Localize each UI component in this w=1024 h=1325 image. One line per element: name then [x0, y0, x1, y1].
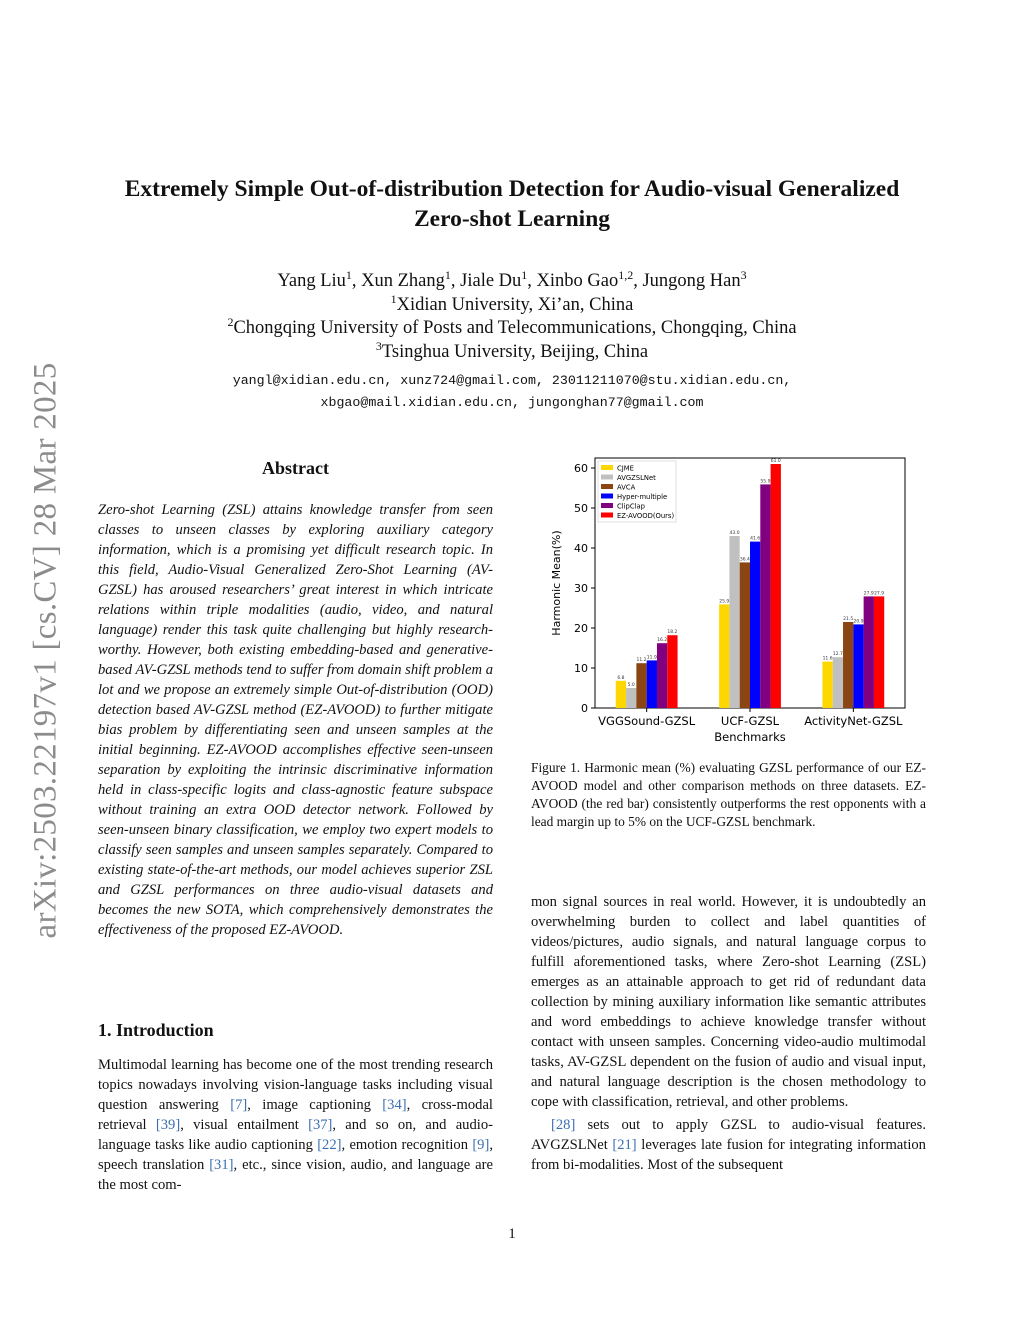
- legend-swatch: [601, 465, 613, 470]
- legend-label: AVGZSLNet: [617, 474, 656, 482]
- legend-label: CJME: [617, 464, 634, 473]
- y-tick-label: 50: [574, 502, 588, 515]
- figure-caption: Figure 1. Harmonic mean (%) evaluating GZSL performance of our EZ-AVOOD model and other comparison methods on three datasets. EZ-AVOOD (the red bar) consistently outperforms the rest opponents with a lead margin up to 5% on the UCF-GZSL benchmark.: [531, 760, 926, 829]
- page-number: 1: [508, 1226, 516, 1242]
- author-name: Jungong Han: [642, 271, 741, 291]
- bar: [853, 624, 863, 708]
- x-tick-label: UCF-GZSL: [720, 714, 780, 728]
- bar: [740, 562, 750, 708]
- legend-label: AVCA: [617, 483, 636, 492]
- bar-data-label: 11.6: [822, 656, 833, 662]
- y-axis-label: Harmonic Mean(%): [550, 530, 563, 636]
- bar-data-label: 20.9: [853, 619, 864, 625]
- citation-link[interactable]: [37]: [308, 1117, 333, 1133]
- affiliation-2: $^2$Chongqing University of Posts and Telecommunications, Chongqing, China: [227, 314, 797, 338]
- citation-link[interactable]: [34]: [382, 1097, 407, 1113]
- legend-swatch: [601, 494, 613, 499]
- legend-label: EZ-AVOOD(Ours): [617, 512, 675, 520]
- bar-data-label: 11.2: [636, 658, 647, 664]
- y-tick-label: 20: [574, 622, 588, 635]
- x-axis-label: Benchmarks: [714, 730, 786, 744]
- bar: [822, 662, 832, 708]
- bar-data-label: 27.9: [874, 591, 885, 597]
- bar-data-label: 5.0: [627, 683, 635, 688]
- bar: [864, 596, 874, 708]
- bar: [636, 663, 646, 708]
- author-sup: 1,2: [618, 267, 634, 282]
- y-tick-label: 30: [574, 582, 588, 595]
- author-name: Xinbo Gao: [536, 271, 619, 291]
- author-emails: [100, 370, 924, 414]
- y-tick-label: 60: [574, 462, 588, 475]
- bar-data-label: 27.9: [863, 591, 874, 597]
- bar: [647, 660, 657, 708]
- abstract-heading: Abstract: [262, 458, 329, 478]
- bar-data-label: 41.6: [750, 536, 761, 542]
- intro-paragraph: mon signal sources in real world. However, it is undoubtedly an overwhelming burden to collect and label quantities of videos/pictures, audio signals, and natural language corpus to fulfill aforementioned tasks, where Zero-shot Learning (ZSL) emerges as an attainable approach to get rid of redundant data collection by mining auxiliary information like semantic attributes and word embeddings to achieve knowledge transfer without contact with unseen samples. Concerning video-audio multimodal tasks, AV-GZSL dependent on the fusion of audio and visual input, and natural language description is the chosen methodology to cope with classification, retrieval, and other problems.: [531, 894, 926, 1110]
- arxiv-identifier-text: arXiv:2503.22197v1 [cs.CV] 28 Mar 2025: [27, 362, 64, 938]
- bar-data-label: 43.0: [729, 531, 740, 536]
- bar-data-label: 21.5: [843, 617, 854, 622]
- bar-data-label: 11.9: [646, 655, 657, 661]
- introduction-heading: 1. Introduction: [98, 1020, 214, 1040]
- bar-data-label: 61.0: [770, 459, 781, 464]
- legend-swatch: [601, 475, 613, 480]
- author-name: Jiale Du: [460, 271, 522, 291]
- title-line-2: Zero-shot Learning: [413, 206, 611, 232]
- legend-swatch: [601, 513, 613, 518]
- intro-paragraph: [28] sets out to apply GZSL to audio-visual features. AVGZSLNet [21] leverages late fusion for integrating information from bi-modalities. Most of the subsequent: [531, 1117, 926, 1173]
- author-sup: 1: [521, 267, 528, 282]
- bar: [729, 536, 739, 708]
- bar: [771, 464, 781, 708]
- author-sup: 3: [740, 267, 747, 282]
- bar: [657, 643, 667, 708]
- citation-link[interactable]: [21]: [612, 1137, 637, 1153]
- emails-line-1: yangl@xidian.edu.cn, xunz724@gmail.com, 23011211070@stu.xidian.edu.cn,: [232, 373, 792, 388]
- y-tick-label: 40: [574, 542, 588, 555]
- author-name: Xun Zhang: [361, 271, 445, 291]
- author-block: [100, 267, 924, 364]
- author-name: Yang Liu: [277, 271, 346, 291]
- bar: [760, 484, 770, 708]
- bar: [616, 681, 626, 708]
- citation-link[interactable]: [39]: [155, 1117, 181, 1133]
- bar: [843, 622, 853, 708]
- introduction-left-column: [98, 1055, 493, 1195]
- bar: [626, 688, 636, 708]
- bar-data-label: 16.2: [657, 638, 668, 644]
- bar: [833, 657, 843, 708]
- harmonic-mean-bar-chart: [545, 450, 925, 750]
- figure-1: [545, 450, 925, 750]
- bar: [719, 604, 729, 708]
- legend-swatch: [601, 503, 613, 508]
- bar-data-label: 55.9: [760, 479, 771, 485]
- affiliation-1: $^1$Xidian University, Xi’an, China: [390, 291, 634, 315]
- x-tick-label: ActivityNet-GZSL: [804, 714, 903, 728]
- paper-title: [90, 174, 934, 234]
- citation-link[interactable]: [28]: [551, 1117, 576, 1133]
- bar-data-label: 6.8: [617, 675, 625, 681]
- bar: [874, 596, 884, 708]
- citation-link[interactable]: [22]: [317, 1137, 342, 1153]
- author-sup: 1: [345, 267, 352, 282]
- abstract-body: Zero-shot Learning (ZSL) attains knowledge transfer from seen classes to unseen classes by exploring auxiliary category information, which is a promising yet difficult research topic. In this field, Audio-Visual Generalized Zero-Shot Learning (AV-GZSL) has aroused researchers’ great interest in which intricate relations within triple modalities (audio, video, and natural language) render this task quite challenging but highly research-worthy. However, both existing embedding-based and generative-based AV-GZSL methods tend to suffer from domain shift problem a lot and we propose an extremely simple Out-of-distribution (OOD) detection based AV-GZSL method (EZ-AVOOD) to further mitigate bias problem by differentiating seen and unseen samples at the initial beginning. EZ-AVOOD accomplishes effective seen-unseen separation by exploiting the intrinsic discriminative information held in class-specific logits and class-agnostic feature subspace without training an extra OOD detector network. Followed by seen-unseen binary classification, we employ two expert models to classify seen samples and unseen samples separately. Compared to existing state-of-the-art methods, our model achieves superior ZSL and GZSL performances on three audio-visual datasets and becomes the new SOTA, which comprehensively demonstrates the effectiveness of the proposed EZ-AVOOD.: [98, 502, 493, 938]
- arxiv-identifier: [26, 350, 66, 950]
- y-tick-label: 10: [574, 662, 588, 675]
- author-names: Yang Liu$^1$, Xun Zhang$^1$, Jiale Du$^1$, Xinbo Gao$^{1,2}$, Jungong Han$^3$: [277, 267, 747, 291]
- affiliation-3: $^3$Tsinghua University, Beijing, China: [375, 338, 649, 362]
- x-tick-label: VGGSound-GZSL: [598, 714, 696, 728]
- y-tick-label: 0: [581, 702, 588, 715]
- title-line-1: Extremely Simple Out-of-distribution Detection for Audio-visual Generalized: [124, 176, 900, 202]
- legend-label: ClipClap: [617, 502, 645, 511]
- intro-paragraph: Multimodal learning has become one of the most trending research topics nowadays involving vision-language tasks including visual question answering [7], image captioning [34], cross-modal retrieval [39], visual entailment [37], and so on, and audio-language tasks like audio captioning [22], emotion recognition [9], speech translation [31], etc., since vision, audio, and language are the most com-: [98, 1057, 493, 1193]
- legend-swatch: [601, 484, 613, 489]
- legend-label: Hyper-multiple: [617, 493, 668, 501]
- citation-link[interactable]: [9]: [472, 1137, 490, 1153]
- bar-data-label: 18.2: [667, 630, 678, 636]
- author-sup: 1: [444, 267, 451, 282]
- bar: [750, 542, 760, 708]
- emails-line-2: xbgao@mail.xidian.edu.cn, jungonghan77@gmail.com: [320, 395, 704, 410]
- bar: [667, 635, 677, 708]
- citation-link[interactable]: [31]: [209, 1157, 234, 1173]
- bar-data-label: 12.7: [832, 652, 843, 658]
- citation-link[interactable]: [7]: [230, 1097, 248, 1113]
- introduction-right-column: [531, 892, 926, 1175]
- bar-data-label: 36.4: [739, 557, 750, 563]
- bar-data-label: 25.9: [719, 599, 730, 605]
